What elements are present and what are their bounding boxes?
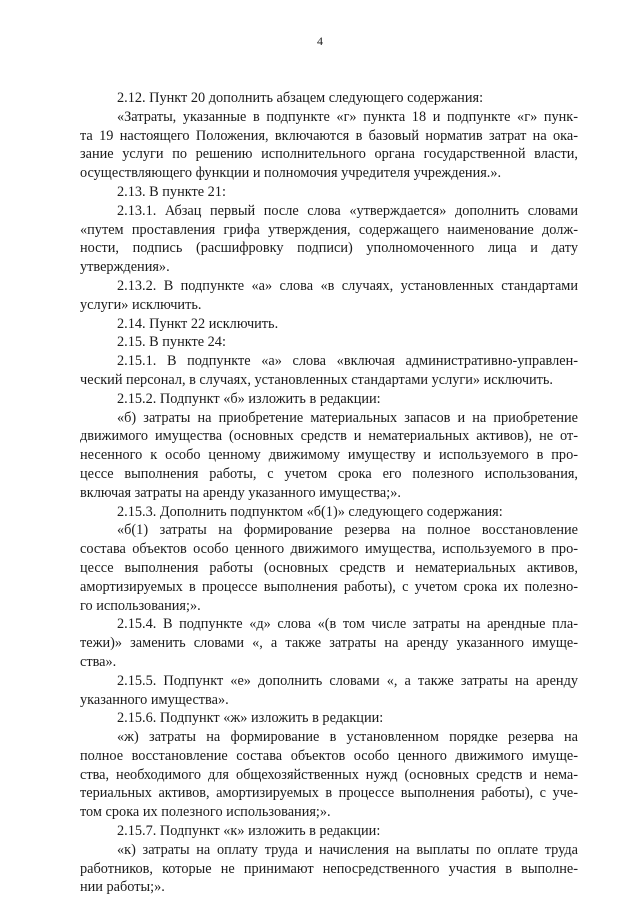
text-line: полное восстановление состава объектов особо ценного движимого имуще- xyxy=(80,747,578,764)
text-line: 2.15.3. Дополнить подпунктом «б(1)» следующего содержания: xyxy=(117,503,503,520)
page-number: 4 xyxy=(317,34,323,48)
text-line: 2.15.2. Подпункт «б» изложить в редакции: xyxy=(117,390,381,407)
text-line: услуги» исключить. xyxy=(80,296,202,313)
text-line: 2.13. В пункте 21: xyxy=(117,183,226,200)
text-line: «б(1) затраты на формирование резерва на полное восстановление xyxy=(117,522,578,539)
text-line: 2.15.1. В подпункте «а» слова «включая административно-управлен- xyxy=(117,353,578,370)
text-line: 2.14. Пункт 22 исключить. xyxy=(117,315,279,332)
text-line: нии работы;». xyxy=(80,879,165,896)
text-line: «Затраты, указанные в подпункте «г» пункта 18 и подпункте «г» пунк- xyxy=(117,108,578,125)
text-line: «б) затраты на приобретение материальных запасов и на приобретение xyxy=(117,409,578,426)
text-line: том срока их полезного использования;». xyxy=(80,804,331,821)
text-line: движимого имущества (основных средств и нематериальных активов), не от- xyxy=(80,428,578,445)
text-line: 2.13.1. Абзац первый после слова «утверждается» дополнить словами xyxy=(117,202,578,219)
text-line: 2.15.6. Подпункт «ж» изложить в редакции: xyxy=(117,710,384,727)
text-line: териальных активов, амортизируемых в процессе выполнения работы), с уче- xyxy=(80,785,578,802)
text-line: «путем проставления грифа утверждения, содержащего наименование долж- xyxy=(80,221,578,238)
text-line: та 19 настоящего Положения, включаются в базовый норматив затрат на ока- xyxy=(80,127,578,144)
document-body xyxy=(80,89,578,897)
text-line: включая затраты на аренду указанного имущества;». xyxy=(80,484,401,501)
text-line: «к) затраты на оплату труда и начисления на выплаты по оплате труда xyxy=(117,841,578,858)
text-line: цессе выполнения работы, с учетом срока его полезного использования, xyxy=(80,465,578,482)
text-line: зание услуги по решению исполнительного органа государственной власти, xyxy=(80,146,578,163)
text-line: «ж) затраты на формирование в установленном порядке резерва на xyxy=(117,729,578,746)
text-line: утверждения». xyxy=(80,259,170,276)
text-line: несенного к особо ценному движимому имуществу и используемого в про- xyxy=(80,447,578,464)
text-line: ческий персонал, в случаях, установленных стандартами услуги» исключить. xyxy=(80,371,553,388)
text-line: 2.15.4. В подпункте «д» слова «(в том числе затраты на арендные пла- xyxy=(117,616,578,633)
text-line: работников, которые не принимают непосредственного участия в выполне- xyxy=(80,860,578,877)
text-line: цессе выполнения работы (основных средств и нематериальных активов, xyxy=(80,559,578,576)
text-line: ства, необходимого для общехозяйственных нужд (основных средств и нема- xyxy=(80,766,578,783)
text-line: 2.15. В пункте 24: xyxy=(117,334,226,351)
text-line: 2.15.7. Подпункт «к» изложить в редакции: xyxy=(117,823,381,840)
text-line: ства». xyxy=(80,653,117,670)
text-line: состава объектов особо ценного движимого имущества, используемого в про- xyxy=(80,541,578,558)
text-line: тежи)» заменить словами «, а также затраты на аренду указанного имуще- xyxy=(80,635,578,652)
text-line: амортизируемых в процессе выполнения работы), с учетом срока их полезно- xyxy=(80,578,578,595)
text-line: го использования;». xyxy=(80,597,201,614)
text-line: 2.15.5. Подпункт «е» дополнить словами «, а также затраты на аренду xyxy=(117,672,578,689)
text-line: указанного имущества». xyxy=(80,691,229,708)
text-line: осуществляющего функции и полномочия учредителя учреждения.». xyxy=(80,165,502,182)
text-line: ности, подпись (расшифровку подписи) уполномоченного лица и дату xyxy=(80,240,578,257)
text-line: 2.13.2. В подпункте «а» слова «в случаях, установленных стандартами xyxy=(117,277,578,294)
text-line: 2.12. Пункт 20 дополнить абзацем следующего содержания: xyxy=(117,90,484,106)
